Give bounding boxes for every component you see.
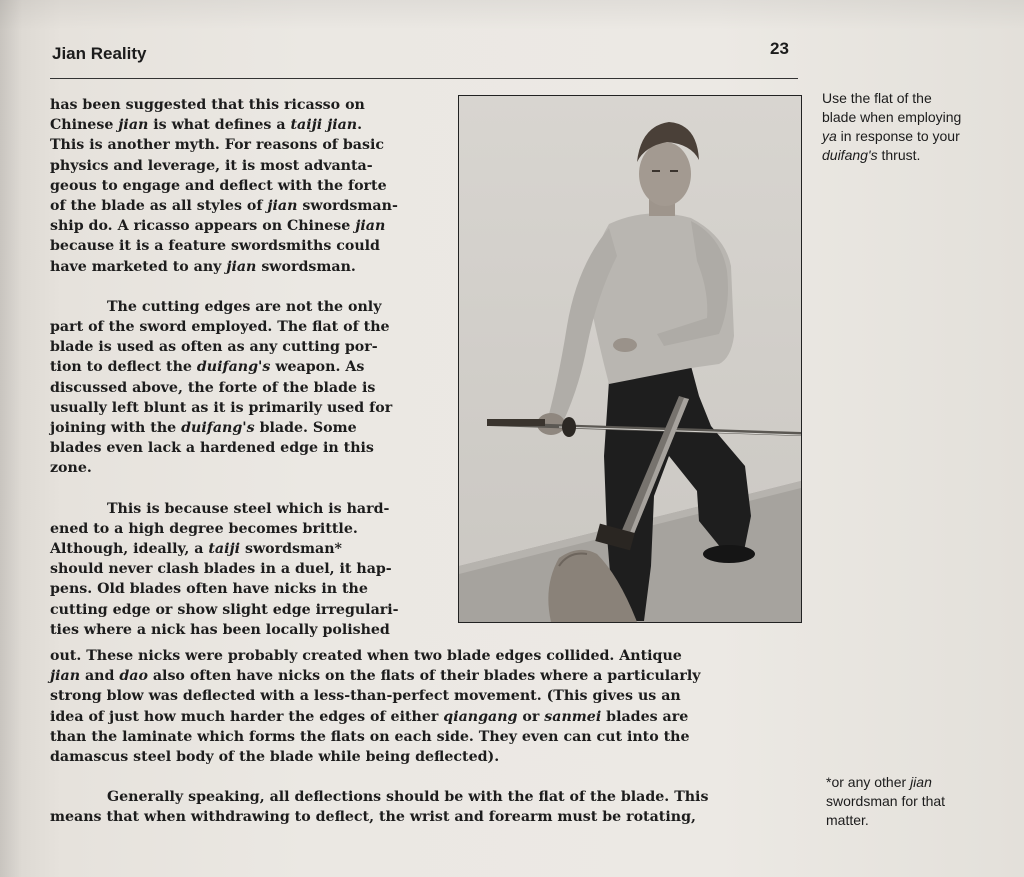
text-line: discussed above, the forte of the blade is	[50, 379, 376, 396]
left-column-text	[50, 95, 445, 640]
text-line: Although, ideally, a taiji swordsman*	[50, 541, 342, 558]
photo-caption	[822, 89, 1007, 165]
text-line: part of the sword employed. The flat of the	[50, 319, 390, 336]
text-line: This is because steel which is hard-	[107, 500, 390, 517]
text-line: cutting edge or show slight edge irregulari-	[50, 601, 399, 618]
text-line: damascus steel body of the blade while being deflected).	[50, 749, 500, 766]
text-line: physics and leverage, it is most advanta-	[50, 157, 373, 174]
text-line: because it is a feature swordsmiths could	[50, 238, 380, 255]
text-line: blade when employing	[822, 109, 962, 125]
text-line: jian and dao also often have nicks on the flats of their blades where a particularly	[50, 668, 701, 685]
text-line: The cutting edges are not the only	[107, 298, 382, 315]
full-width-text	[50, 646, 810, 848]
text-line: ened to a high degree becomes brittle.	[50, 520, 358, 537]
text-line: ya in response to your	[822, 128, 960, 144]
paragraph	[50, 499, 445, 640]
footnote-text	[826, 773, 1006, 830]
text-line: tion to deflect the duifang's weapon. As	[50, 359, 365, 376]
text-line: should never clash blades in a duel, it hap-	[50, 561, 392, 578]
text-line: out. These nicks were probably created when two blade edges collided. Antique	[50, 648, 682, 664]
text-line: than the laminate which forms the flats on each side. They even can cut into the	[50, 728, 690, 745]
text-line: of the blade as all styles of jian swordsman-	[50, 198, 398, 215]
text-line: joining with the duifang's blade. Some	[50, 420, 357, 437]
text-line: geous to engage and deflect with the forte	[50, 177, 387, 194]
text-line: This is another myth. For reasons of basic	[50, 137, 384, 154]
text-line: ties where a nick has been locally polished	[50, 621, 390, 638]
paragraph	[50, 95, 445, 277]
text-line: pens. Old blades often have nicks in the	[50, 581, 368, 598]
paragraph	[50, 297, 445, 479]
header-rule	[50, 78, 798, 79]
page-shadow	[0, 0, 1024, 30]
running-head: Jian Reality	[52, 44, 147, 63]
text-line: Chinese jian is what defines a taiji jian.	[50, 117, 363, 134]
text-line: ship do. A ricasso appears on Chinese jian	[50, 218, 386, 235]
text-line: duifang's thrust.	[822, 147, 921, 163]
paragraph	[50, 646, 810, 767]
text-line: strong blow was deflected with a less-than-perfect movement. (This gives us an	[50, 688, 681, 705]
text-line: Use the flat of the	[822, 90, 932, 106]
text-line: blade is used as often as any cutting por-	[50, 339, 378, 356]
text-line: Generally speaking, all deflections should be with the flat of the blade. This	[107, 789, 709, 806]
text-line: idea of just how much harder the edges of either qiangang or sanmei blades are	[50, 708, 689, 725]
text-line: means that when withdrawing to deflect, the wrist and forearm must be rotating,	[50, 809, 696, 826]
text-line: swordsman for that	[826, 793, 946, 809]
swordsman-illustration	[459, 96, 801, 622]
text-line: has been suggested that this ricasso on	[50, 97, 365, 113]
text-line: zone.	[50, 460, 92, 477]
text-line: matter.	[826, 812, 869, 828]
paragraph	[50, 787, 810, 827]
text-line: blades even lack a hardened edge in this	[50, 440, 374, 457]
sword-photo	[458, 95, 802, 623]
text-line: *or any other jian	[826, 774, 932, 790]
footnote	[826, 773, 1006, 830]
caption-text	[822, 89, 1007, 165]
gutter-shadow	[0, 0, 22, 877]
text-line: usually left blunt as it is primarily used for	[50, 399, 393, 416]
page-number: 23	[770, 39, 789, 58]
text-line: have marketed to any jian swordsman.	[50, 258, 356, 275]
